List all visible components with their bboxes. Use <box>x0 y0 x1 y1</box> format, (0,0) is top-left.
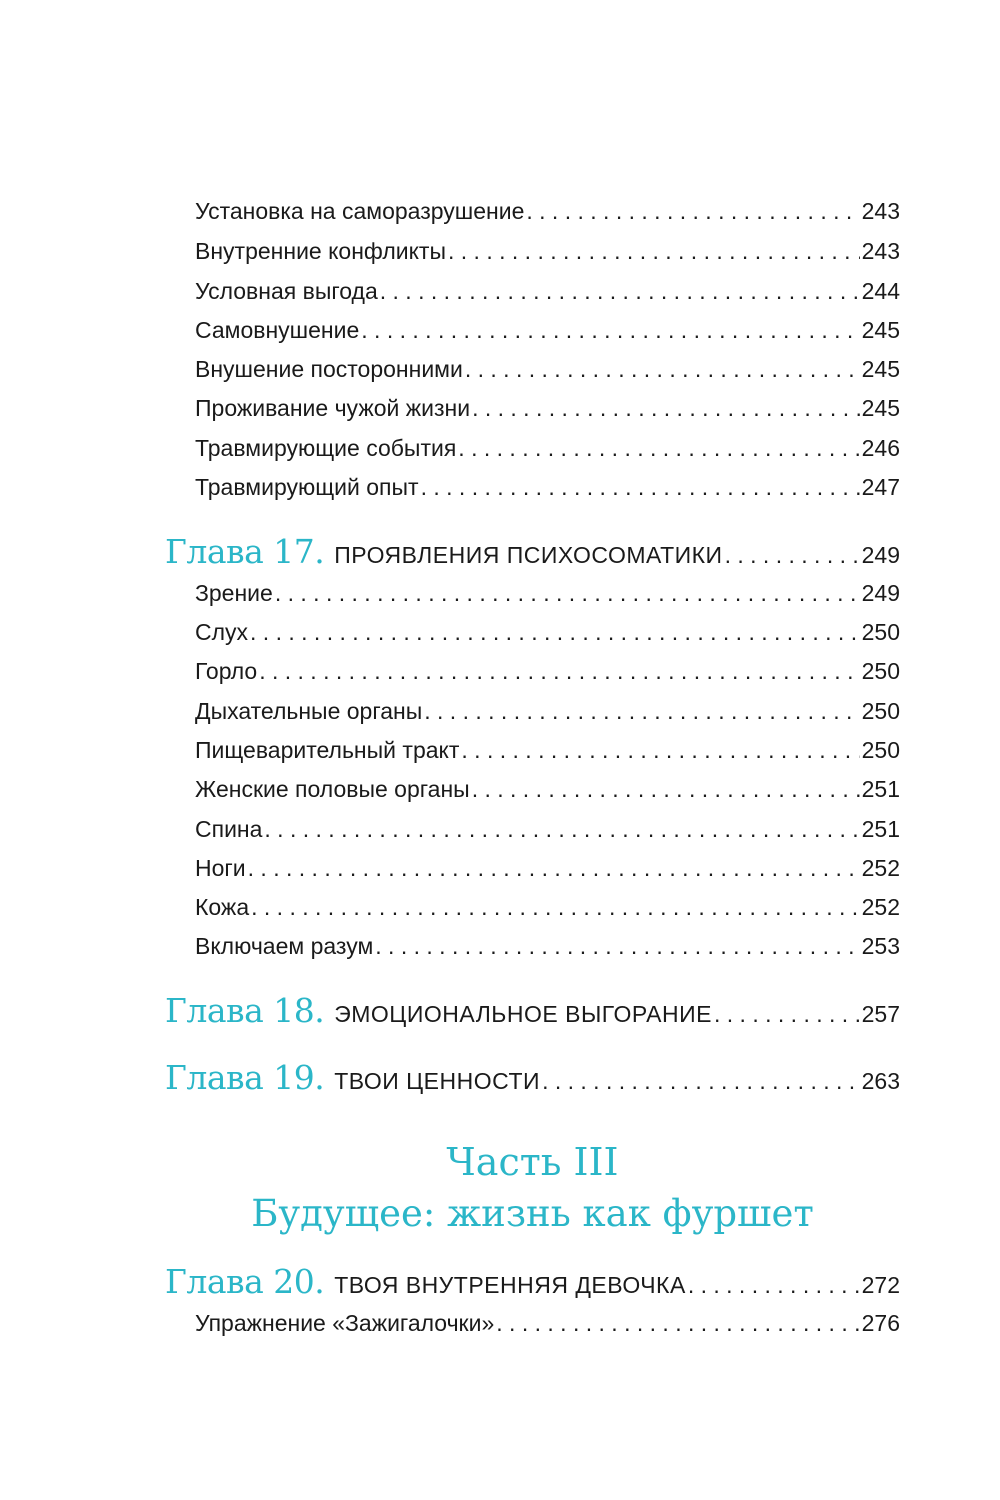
toc-entry[interactable] <box>195 395 900 422</box>
chapter-title: ТВОЯ ВНУТРЕННЯЯ ДЕВОЧКА <box>334 1272 686 1298</box>
toc-entry[interactable] <box>195 855 900 882</box>
chapter-17-entry[interactable] <box>165 532 900 571</box>
dot-leader <box>375 933 859 960</box>
page-number: 276 <box>861 1310 900 1336</box>
dot-leader <box>725 542 860 569</box>
entry-title: Установка на саморазрушение <box>195 198 525 224</box>
toc-entry[interactable] <box>195 580 900 607</box>
page-number: 251 <box>861 776 900 802</box>
page-number: 246 <box>861 435 900 461</box>
dot-leader <box>424 698 859 725</box>
entry-title: Самовнушение <box>195 317 360 343</box>
page-number: 249 <box>861 542 900 568</box>
entry-title: Внушение посторонними <box>195 356 463 382</box>
toc-entry[interactable] <box>195 356 900 383</box>
entry-title: Спина <box>195 816 263 842</box>
toc-entry[interactable] <box>195 278 900 305</box>
entry-title: Горло <box>195 658 258 684</box>
entry-title: Кожа <box>195 894 250 920</box>
dot-leader <box>421 474 860 501</box>
dot-leader <box>714 1001 860 1028</box>
toc-entry[interactable] <box>195 933 900 960</box>
toc-entry[interactable] <box>195 658 900 685</box>
dot-leader <box>380 278 860 305</box>
dot-leader <box>688 1272 860 1299</box>
dot-leader <box>472 395 860 422</box>
dot-leader <box>526 198 859 225</box>
dot-leader <box>248 855 860 882</box>
page-number: 250 <box>861 619 900 645</box>
page-number: 263 <box>861 1068 900 1094</box>
chapter-title: ТВОИ ЦЕННОСТИ <box>334 1068 541 1094</box>
chapter-18-entry[interactable] <box>165 991 900 1030</box>
toc-entry[interactable] <box>195 198 900 225</box>
entry-title: Упражнение «Зажигалочки» <box>195 1310 495 1336</box>
page-number: 251 <box>861 816 900 842</box>
entry-title: Ноги <box>195 855 246 881</box>
page-number: 245 <box>861 395 900 421</box>
page-number: 272 <box>861 1272 900 1298</box>
entry-title: Включаем разум <box>195 933 374 959</box>
entry-title: Травмирующий опыт <box>195 474 419 500</box>
entry-title: Зрение <box>195 580 273 606</box>
page-number: 247 <box>861 474 900 500</box>
part-title: Часть III <box>446 1140 619 1184</box>
dot-leader <box>250 619 860 646</box>
toc-entry[interactable] <box>195 894 900 921</box>
chapter-label: Глава 20. <box>165 1262 325 1301</box>
chapter-19-entry[interactable] <box>165 1058 900 1097</box>
entry-title: Дыхательные органы <box>195 698 423 724</box>
dot-leader <box>461 737 859 764</box>
entry-title: Проживание чужой жизни <box>195 395 471 421</box>
page-number: 253 <box>861 933 900 959</box>
dot-leader <box>542 1068 860 1095</box>
entry-title: Слух <box>195 619 249 645</box>
chapter-title: ПРОЯВЛЕНИЯ ПСИХОСОМАТИКИ <box>334 542 723 568</box>
dot-leader <box>259 658 859 685</box>
dot-leader <box>448 238 860 265</box>
dot-leader <box>361 317 859 344</box>
toc-entry[interactable] <box>195 619 900 646</box>
page-number: 250 <box>861 737 900 763</box>
dot-leader <box>275 580 860 607</box>
page-number: 252 <box>861 894 900 920</box>
toc-entry[interactable] <box>195 698 900 725</box>
toc-entry[interactable] <box>195 435 900 462</box>
entry-title: Внутренние конфликты <box>195 238 446 264</box>
toc-entry[interactable] <box>195 1310 900 1337</box>
page-number: 250 <box>861 658 900 684</box>
page-number: 257 <box>861 1001 900 1027</box>
toc-entry[interactable] <box>195 474 900 501</box>
dot-leader <box>472 776 860 803</box>
page-number: 245 <box>861 356 900 382</box>
page-number: 250 <box>861 698 900 724</box>
page-number: 243 <box>861 238 900 264</box>
chapter-label: Глава 18. <box>165 991 325 1030</box>
page-number: 245 <box>861 317 900 343</box>
dot-leader <box>264 816 859 843</box>
toc-entry[interactable] <box>195 238 900 265</box>
chapter-title: ЭМОЦИОНАЛЬНОЕ ВЫГОРАНИЕ <box>334 1001 712 1027</box>
dot-leader <box>465 356 860 383</box>
chapter-label: Глава 17. <box>165 532 325 571</box>
dot-leader <box>251 894 860 921</box>
toc-entry[interactable] <box>195 776 900 803</box>
entry-title: Травмирующие события <box>195 435 457 461</box>
toc-entry[interactable] <box>195 317 900 344</box>
dot-leader <box>496 1310 859 1337</box>
entry-title: Условная выгода <box>195 278 378 304</box>
page-number: 244 <box>861 278 900 304</box>
page-number: 249 <box>861 580 900 606</box>
part-subtitle: Будущее: жизнь как фуршет <box>251 1192 814 1235</box>
entry-title: Женские половые органы <box>195 776 470 802</box>
page-number: 252 <box>861 855 900 881</box>
entry-title: Пищеварительный тракт <box>195 737 460 763</box>
chapter-label: Глава 19. <box>165 1058 325 1097</box>
page-number: 243 <box>861 198 900 224</box>
dot-leader <box>458 435 859 462</box>
toc-entry[interactable] <box>195 737 900 764</box>
chapter-20-entry[interactable] <box>165 1262 900 1301</box>
toc-entry[interactable] <box>195 816 900 843</box>
